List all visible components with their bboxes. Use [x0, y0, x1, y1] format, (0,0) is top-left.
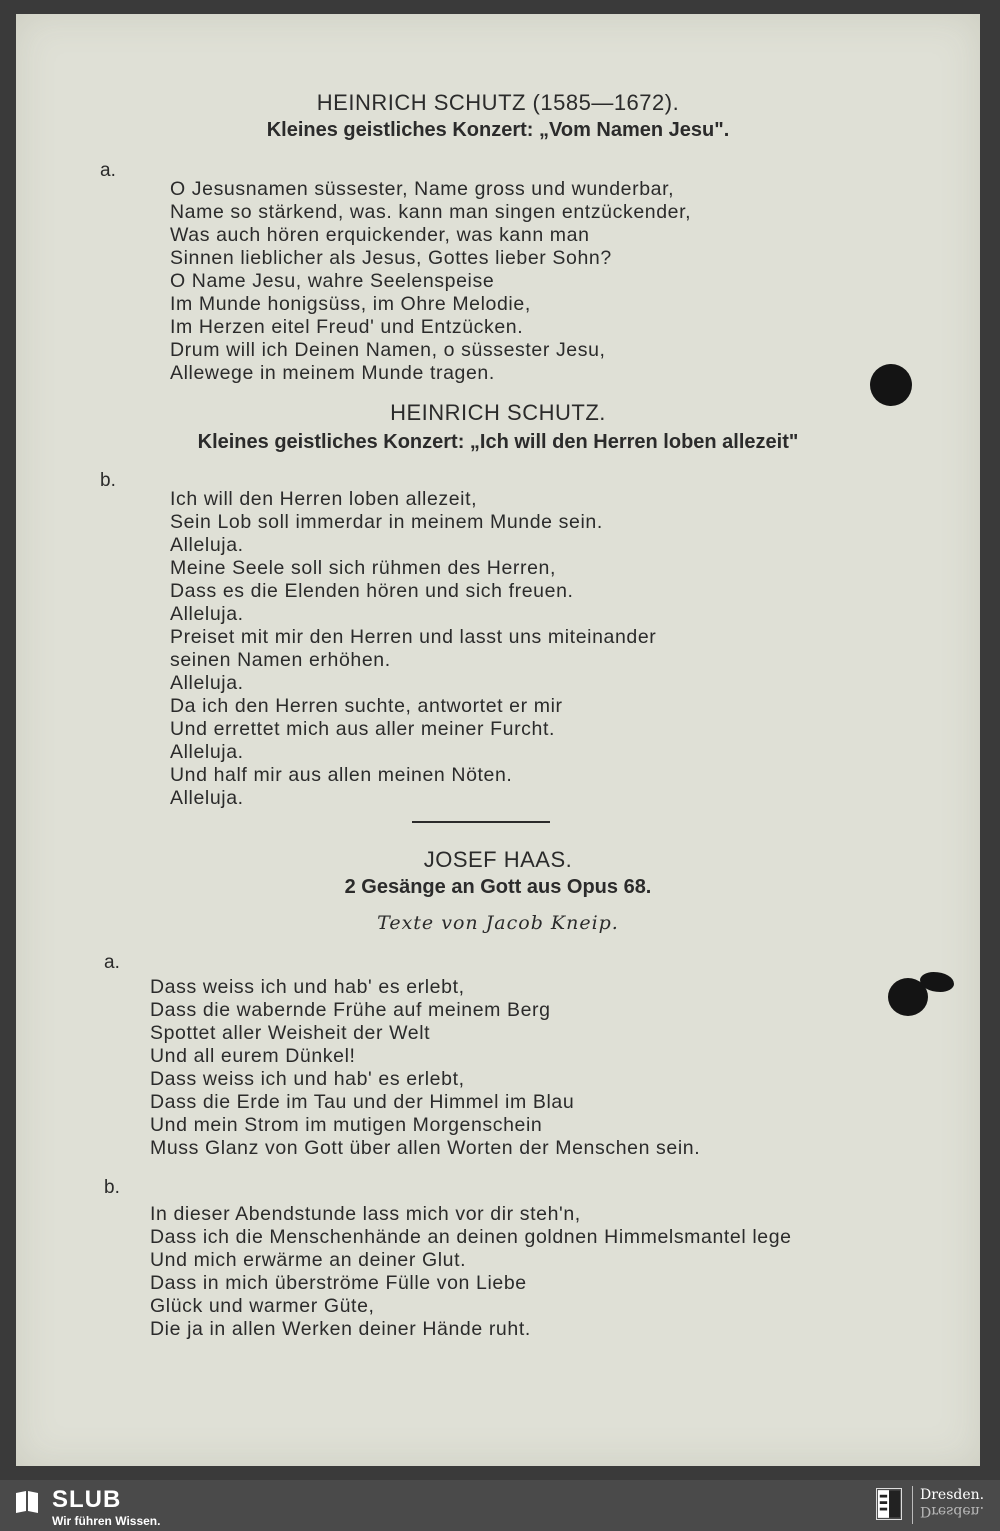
lyric-line: O Name Jesu, wahre Seelenspeise — [170, 270, 495, 292]
lyric-line: Alleluja. — [170, 741, 244, 763]
footer-divider — [912, 1486, 913, 1524]
lyric-line: Sein Lob soll immerdar in meinem Munde sein. — [170, 511, 603, 533]
lyric-line: Im Munde honigsüss, im Ohre Melodie, — [170, 293, 531, 315]
section1-composer: HEINRICH SCHUTZ (1585—1672). — [316, 90, 680, 115]
lyric-line: Die ja in allen Werken deiner Hände ruht. — [150, 1318, 531, 1340]
lyric-line: Allewege in meinem Munde tragen. — [170, 362, 495, 384]
section1-title: Kleines geistliches Konzert: „Vom Namen Jesu". — [266, 119, 730, 141]
footer-bar — [0, 1480, 1000, 1531]
lyric-line: O Jesusnamen süssester, Name gross und wunderbar, — [170, 178, 675, 200]
section2-lyrics — [170, 488, 656, 810]
lyric-line: Im Herzen eitel Freud' und Entzücken. — [170, 316, 524, 338]
lyric-line: Alleluja. — [170, 603, 244, 625]
slub-tagline: Wir führen Wissen. — [52, 1514, 161, 1528]
lyric-line: Und mein Strom im mutigen Morgenschein — [150, 1114, 543, 1136]
lyric-line: Sinnen lieblicher als Jesus, Gottes lieber Sohn? — [170, 247, 612, 269]
lyric-line: seinen Namen erhöhen. — [170, 649, 391, 671]
section3-lyrics-b — [150, 1203, 792, 1341]
slub-logo-text[interactable]: SLUB — [52, 1486, 122, 1513]
lyric-line: Spottet aller Weisheit der Welt — [150, 1022, 431, 1044]
lyric-line: Und all eurem Dünkel! — [150, 1045, 356, 1067]
lyric-line: Alleluja. — [170, 534, 244, 556]
document-page — [16, 14, 980, 1466]
lyric-line: Und half mir aus allen meinen Nöten. — [170, 764, 513, 786]
lyric-line: Alleluja. — [170, 787, 244, 809]
section3-mark-b: b. — [104, 1177, 120, 1198]
lyric-line: Muss Glanz von Gott über allen Worten der Menschen sein. — [150, 1137, 701, 1159]
section3-composer: JOSEF HAAS. — [423, 847, 573, 872]
lyric-line: Dass es die Elenden hören und sich freuen. — [170, 580, 574, 602]
section1-lyrics — [170, 178, 691, 385]
lyric-line: Ich will den Herren loben allezeit, — [170, 488, 478, 510]
book-icon — [14, 1488, 40, 1514]
section3-subtitle: Texte von Jacob Kneip. — [377, 912, 619, 934]
section-divider — [412, 821, 550, 823]
section2-title: Kleines geistliches Konzert: „Ich will den Herren loben allezeit" — [197, 431, 799, 453]
section2-composer: HEINRICH SCHUTZ. — [390, 400, 606, 425]
lyric-line: Dass weiss ich und hab' es erlebt, — [150, 976, 465, 998]
lyric-line: Was auch hören erquickender, was kann man — [170, 224, 590, 246]
lyric-line: Dass weiss ich und hab' es erlebt, — [150, 1068, 465, 1090]
lyric-line: In dieser Abendstunde lass mich vor dir steh'n, — [150, 1203, 581, 1225]
lyric-line: Da ich den Herren suchte, antwortet er mir — [170, 695, 563, 717]
lyric-line: Dass die Erde im Tau und der Himmel im Blau — [150, 1091, 575, 1113]
punch-hole — [870, 364, 912, 406]
section3-mark-a: a. — [104, 952, 120, 973]
lyric-line: Dass ich die Menschenhände an deinen goldnen Himmelsmantel lege — [150, 1226, 792, 1248]
lyric-line: Drum will ich Deinen Namen, o süssester Jesu, — [170, 339, 606, 361]
lyric-line: Und mich erwärme an deiner Glut. — [150, 1249, 467, 1271]
section2-mark: b. — [100, 470, 116, 491]
section3-lyrics-a — [150, 976, 700, 1160]
lyric-line: Alleluja. — [170, 672, 244, 694]
dresden-crest-icon — [876, 1488, 902, 1520]
lyric-line: Name so stärkend, was. kann man singen entzückender, — [170, 201, 692, 223]
lyric-line: Dass die wabernde Frühe auf meinem Berg — [150, 999, 551, 1021]
section3-title: 2 Gesänge an Gott aus Opus 68. — [344, 876, 652, 898]
section1-mark: a. — [100, 160, 116, 181]
dresden-logo-text[interactable]: Dresden. Dresden. — [920, 1487, 985, 1519]
lyric-line: Und errettet mich aus aller meiner Furcht. — [170, 718, 555, 740]
lyric-line: Glück und warmer Güte, — [150, 1295, 375, 1317]
lyric-line: Meine Seele soll sich rühmen des Herren, — [170, 557, 557, 579]
lyric-line: Dass in mich überströme Fülle von Liebe — [150, 1272, 527, 1294]
lyric-line: Preiset mit mir den Herren und lasst uns miteinander — [170, 626, 657, 648]
